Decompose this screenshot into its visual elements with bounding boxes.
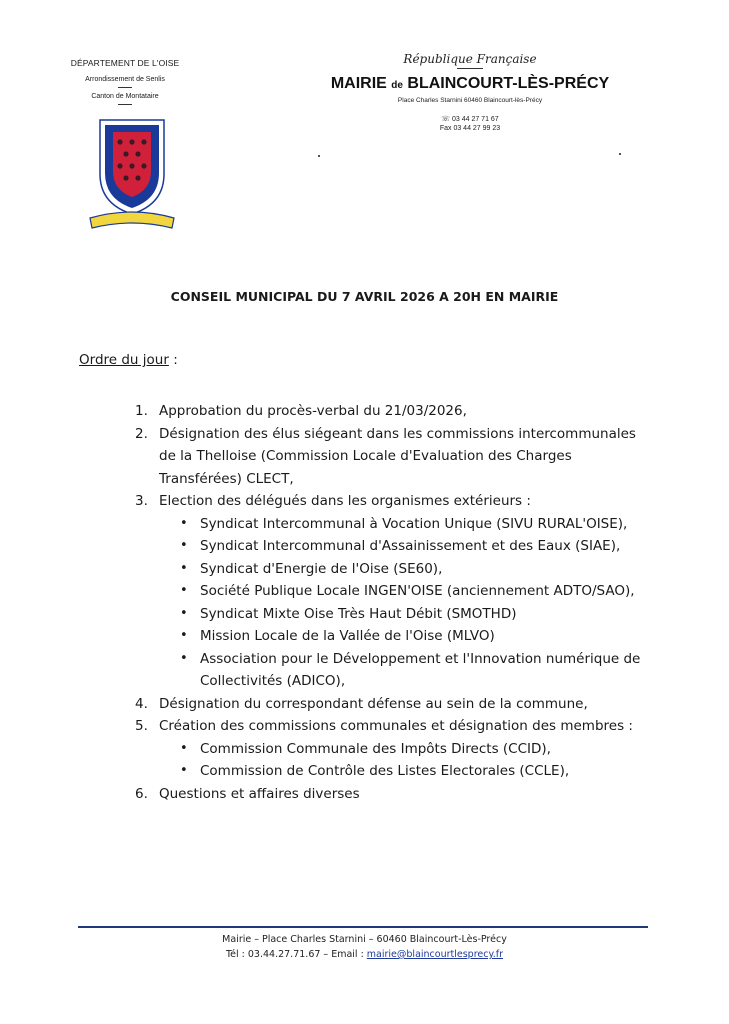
sub-item-text: Syndicat Intercommunal d'Assainissement et des Eaux (SIAE), (200, 538, 621, 554)
bullet-icon: • (180, 763, 188, 778)
divider (457, 68, 483, 69)
footer (0, 932, 729, 962)
phone-number: ☏ 03 44 27 71 67 (441, 116, 499, 123)
sub-item (135, 738, 655, 761)
sub-item (135, 760, 655, 783)
agenda-item (135, 693, 655, 716)
sub-item (135, 580, 655, 603)
item-text: Création des commissions communales et désignation des membres : (159, 718, 633, 734)
sub-list (135, 738, 655, 783)
divider (118, 87, 132, 88)
contact-block (300, 116, 640, 134)
item-number: 5. (135, 718, 148, 734)
bullet-icon: • (180, 740, 188, 756)
bullet-icon: • (180, 515, 188, 531)
item-text: Désignation des élus siégeant dans les commissions intercommunales de la Thelloise (Commission Locale d'Evaluation des Charges Transférées) CLECT, (159, 425, 636, 487)
item-text: Election des délégués dans les organismes extérieurs : (159, 493, 531, 509)
item-text: Approbation du procès-verbal du 21/03/2026, (159, 403, 467, 419)
sub-item-text: Association pour le Développement et l'Innovation numérique de Collectivités (ADICO), (200, 650, 641, 689)
mairie-prefix: MAIRIE (330, 75, 387, 92)
item-text: Désignation du correspondant défense au sein de la commune, (159, 695, 588, 712)
bullet-icon: • (180, 538, 188, 553)
mairie-de: de (391, 80, 403, 91)
agenda-list (135, 400, 655, 805)
mairie-title (300, 75, 640, 93)
speck (318, 155, 320, 157)
sub-item-text: Société Publique Locale INGEN'OISE (anciennement ADTO/SAO), (200, 583, 635, 599)
divider (118, 104, 132, 105)
bullet-icon: • (180, 650, 188, 666)
footer-address: Mairie – Place Charles Starnini – 60460 Blaincourt-Lès-Précy (222, 934, 507, 945)
sub-item (135, 603, 655, 626)
header-right (300, 52, 640, 134)
bullet-icon: • (180, 605, 188, 621)
item-number: 2. (135, 425, 148, 442)
item-text: Questions et affaires diverses (159, 785, 360, 802)
speck (619, 153, 621, 155)
sub-item-text: Syndicat d'Energie de l'Oise (SE60), (200, 560, 443, 577)
footer-contact (0, 947, 729, 962)
sub-item (135, 625, 655, 648)
sub-item (135, 558, 655, 581)
item-number: 6. (135, 785, 148, 802)
agenda-item (135, 400, 655, 423)
fax-number: Fax 03 44 27 99 23 (439, 124, 501, 132)
agenda-item (135, 490, 655, 513)
agenda-item (135, 783, 655, 806)
canton-label: Canton de Montataire (91, 93, 159, 100)
ordre-label: Ordre du jour (79, 352, 169, 368)
sub-item-text: Commission de Contrôle des Listes Electorales (CCLE), (200, 763, 570, 779)
item-number: 1. (135, 403, 148, 419)
mairie-name: BLAINCOURT-LÈS-PRÉCY (407, 75, 610, 92)
republique-label: République Française (403, 52, 537, 66)
arrondissement-label: Arrondissement de Senlis (85, 76, 165, 83)
bullet-icon: • (180, 628, 188, 643)
header-left (60, 58, 190, 105)
ordre-du-jour-heading (79, 352, 178, 368)
sub-item (135, 648, 655, 693)
bullet-icon: • (180, 560, 188, 576)
bullet-icon: • (180, 583, 188, 598)
sub-item (135, 513, 655, 536)
item-number: 3. (135, 493, 148, 509)
footer-phone: Tél : 03.44.27.71.67 – Email : (225, 949, 367, 960)
footer-divider (78, 926, 648, 928)
sub-item (135, 535, 655, 558)
meeting-title: CONSEIL MUNICIPAL DU 7 AVRIL 2026 A 20H EN MAIRIE (170, 289, 559, 304)
agenda-item (135, 423, 655, 491)
sub-item-text: Syndicat Intercommunal à Vocation Unique (SIVU RURAL'OISE), (200, 515, 628, 532)
sub-item-text: Commission Communale des Impôts Directs (CCID), (200, 740, 551, 757)
item-number: 4. (135, 695, 148, 712)
sub-list (135, 513, 655, 693)
sub-item-text: Mission Locale de la Vallée de l'Oise (MLVO) (200, 628, 495, 644)
department-label: DÉPARTEMENT DE L'OISE (70, 58, 180, 68)
agenda-item (135, 715, 655, 738)
mairie-address: Place Charles Starnini 60460 Blaincourt-lès-Précy (397, 97, 543, 104)
ordre-suffix: : (168, 352, 178, 368)
email-link[interactable]: mairie@blaincourtlesprecy.fr (366, 949, 504, 960)
coat-of-arms-icon (86, 116, 178, 236)
sub-item-text: Syndicat Mixte Oise Très Haut Débit (SMOTHD) (200, 605, 517, 622)
